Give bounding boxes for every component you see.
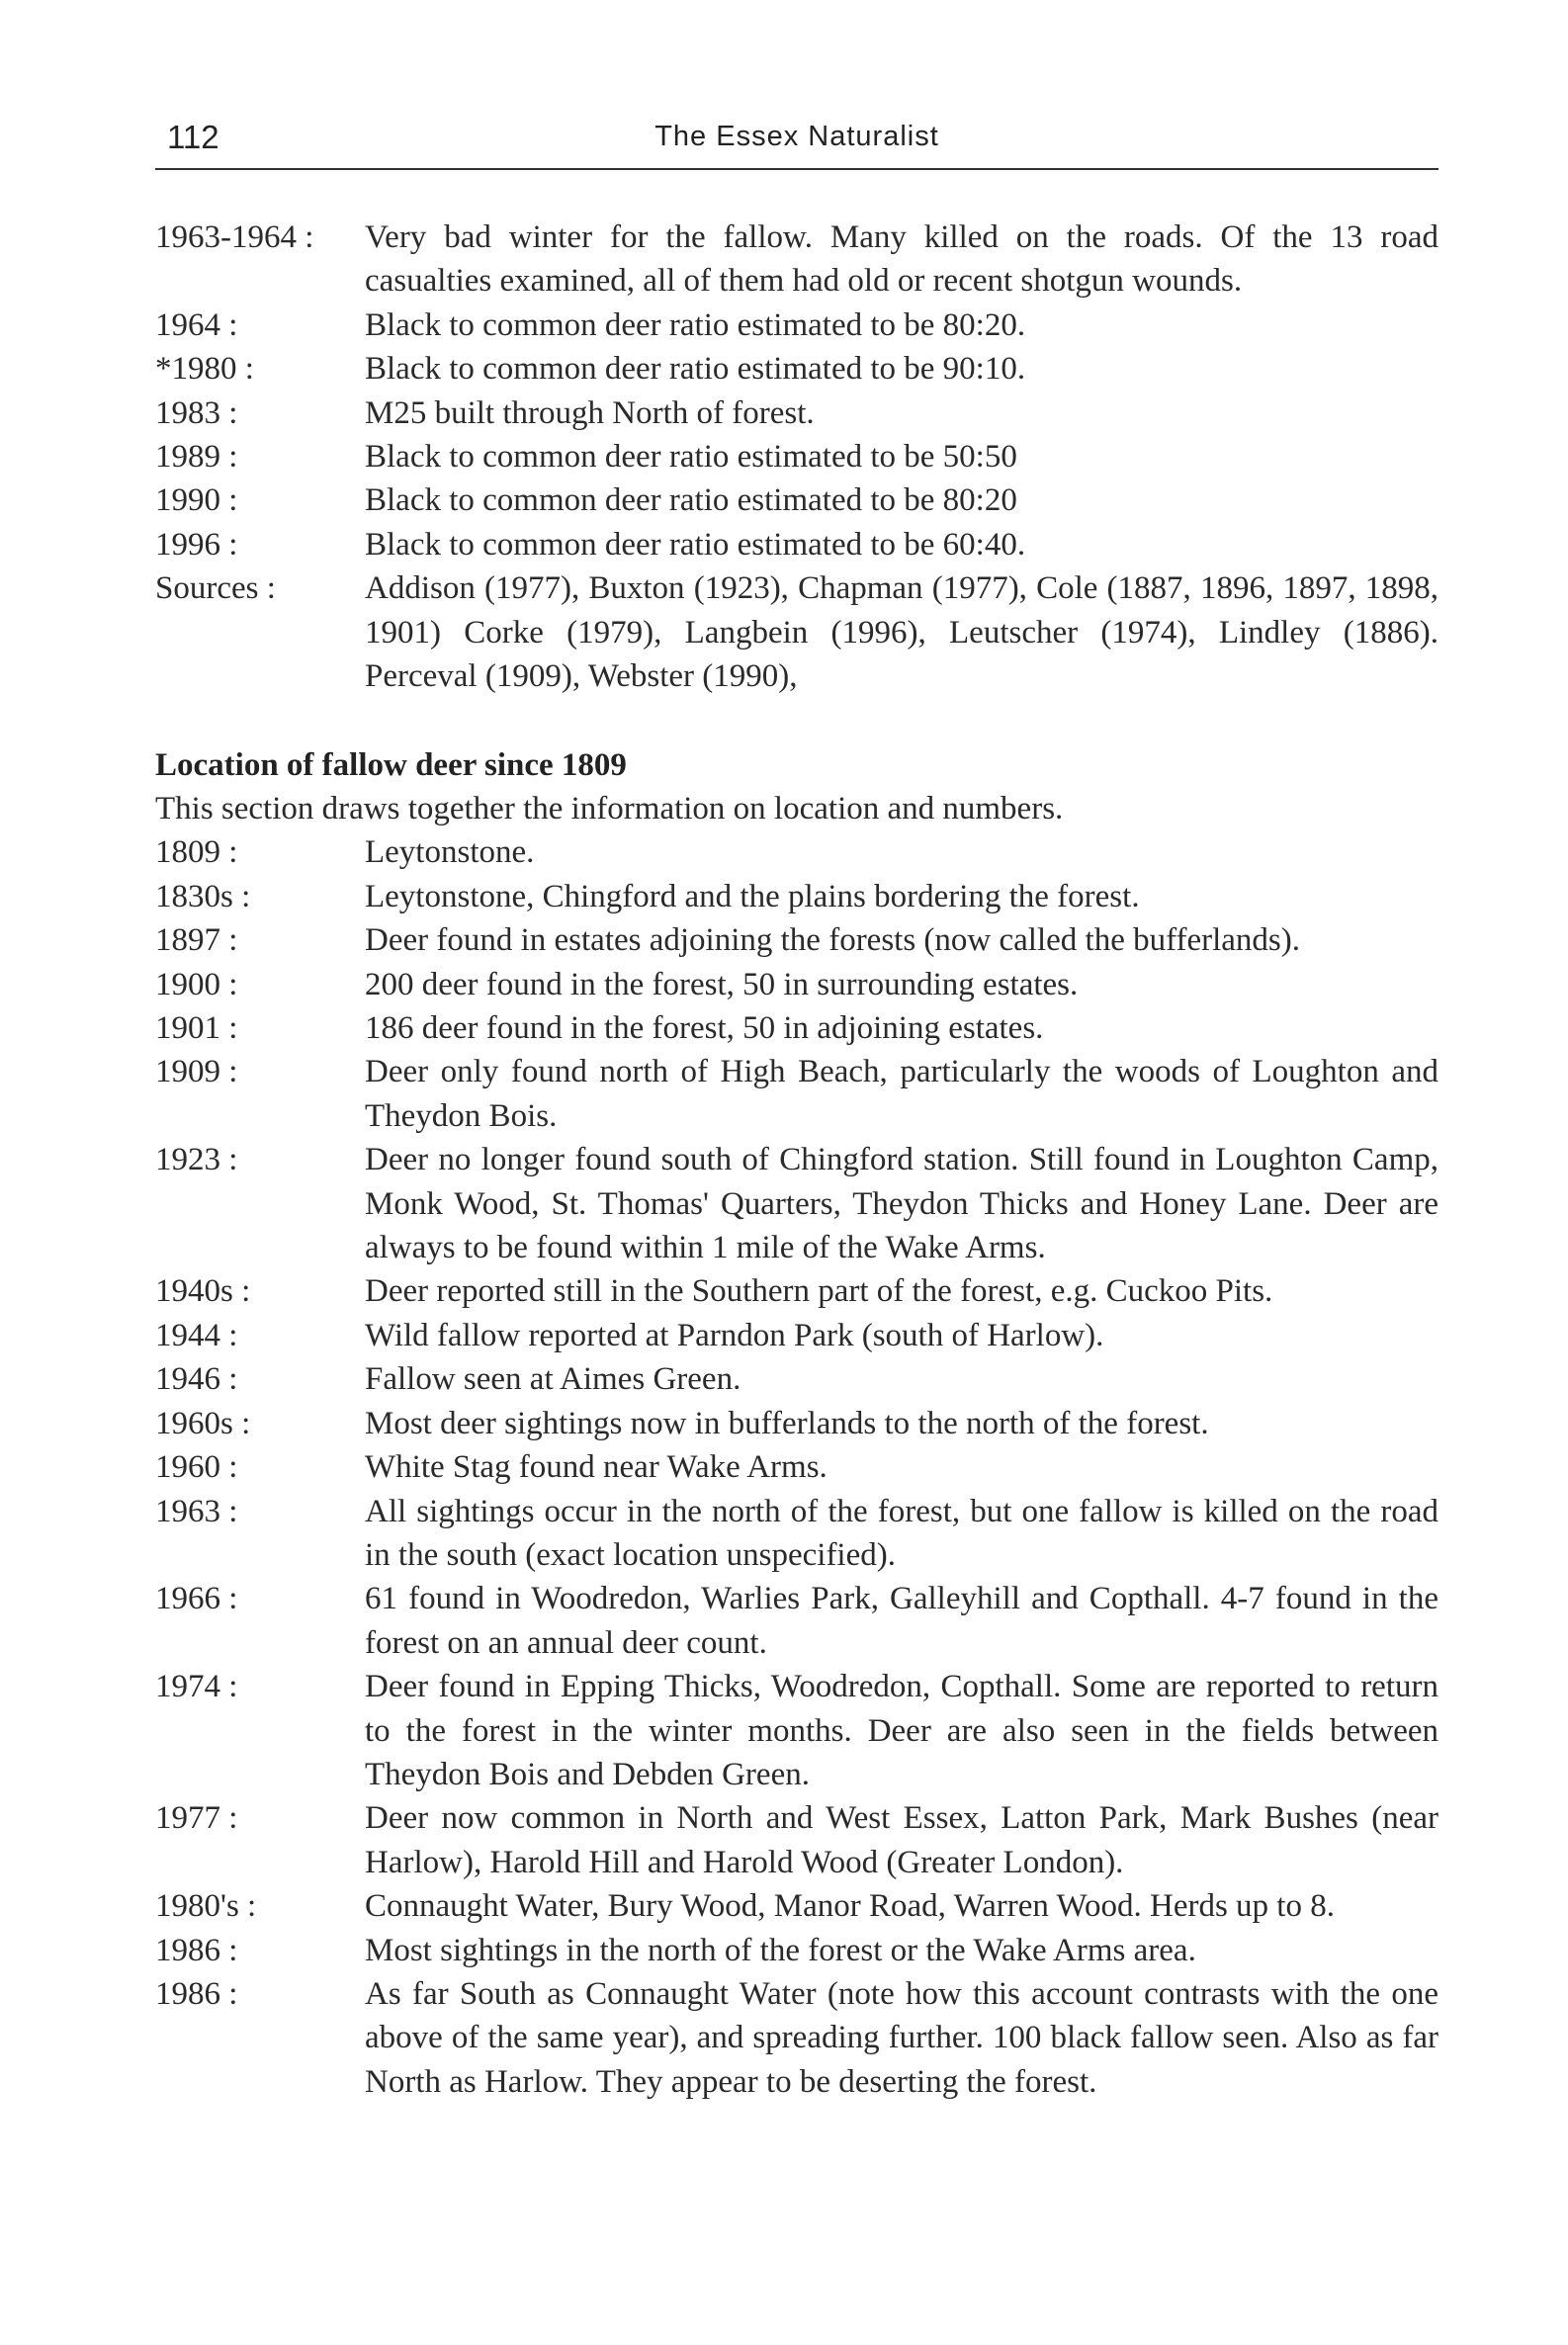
entry-date: 1960s : [155,1405,251,1441]
page-number: 112 [167,119,219,155]
location-entry [155,1269,1438,1313]
entry-text: Black to common deer ratio estimated to be 50:50 [365,439,1017,476]
section-intro: This section draws together the information on location and numbers. [155,791,1064,826]
entry-text: Deer reported still in the Southern part of the forest, e.g. Cuckoo Pits. [365,1273,1273,1310]
entry-text: Most sightings in the north of the forest or the Wake Arms area. [365,1932,1196,1968]
entry-date: 1980's : [155,1888,257,1925]
entry-date: *1980 : [155,351,254,388]
location-entry [155,1665,1438,1796]
entry-text: Black to common deer ratio estimated to be 80:20. [365,306,1026,343]
location-entry [155,918,1438,962]
entry-date: 1964 : [155,306,238,343]
chronology-list [155,216,1438,698]
entry-date: 1940s : [155,1273,251,1310]
entry-date: 1989 : [155,439,238,476]
entry-date: 1974 : [155,1669,238,1705]
entry-text: Deer now common in North and West Essex, Latton Park, Mark Bushes (near Harlow), Harold Hill and Harold Wood (Greater London). [365,1800,1438,1880]
entry-date: 1986 : [155,1932,238,1968]
entry-text: Black to common deer ratio estimated to be 80:20 [365,482,1017,519]
entry-text: Black to common deer ratio estimated to be 60:40. [365,526,1026,563]
location-entry [155,875,1438,918]
entry-text: 61 found in Woodredon, Warlies Park, Galleyhill and Copthall. 4-7 found in the forest on an annual deer count. [365,1581,1438,1661]
entry-date: 1960 : [155,1449,238,1486]
entry-date: 1830s : [155,878,251,914]
entry-text: Deer only found north of High Beach, particularly the woods of Loughton and Theydon Bois. [365,1054,1438,1134]
sources-entry [155,566,1438,698]
chronology-entry [155,435,1438,478]
entry-date: 1809 : [155,834,238,871]
entry-text: Wild fallow reported at Parndon Park (south of Harlow). [365,1317,1104,1353]
location-entry [155,1972,1438,2104]
journal-title: The Essex Naturalist [654,121,939,152]
location-entry [155,1357,1438,1401]
sources-label: Sources : [155,570,276,607]
entry-text: As far South as Connaught Water (note how this account contrasts with the one above of the same year), and spreading further. 100 black fallow seen. Also as far North as Harlow. They appear to be deserting the forest. [365,1975,1438,2100]
entry-text: All sightings occur in the north of the forest, but one fallow is killed on the road in the south (exact location unspecified). [365,1493,1438,1573]
sources-text: Addison (1977), Buxton (1923), Chapman (1977), Cole (1887, 1896, 1897, 1898, 1901) Corke (1979), Langbein (1996), Leutscher (1974), Lindley (1886). Perceval (1909), Webster (1990), [365,570,1438,695]
entry-date: 1990 : [155,482,238,519]
entry-text: Fallow seen at Aimes Green. [365,1361,741,1398]
entry-text: M25 built through North of forest. [365,394,815,431]
entry-date: 1900 : [155,966,238,1002]
entry-text: Deer found in estates adjoining the forests (now called the bufferlands). [365,922,1301,959]
location-section [155,743,1438,2104]
entry-text: Leytonstone. [365,834,535,871]
location-entry [155,1577,1438,1665]
entry-date: 1983 : [155,394,238,431]
entry-date: 1963 : [155,1493,238,1529]
location-entry [155,1050,1438,1138]
location-entry [155,1006,1438,1050]
entry-text: White Stag found near Wake Arms. [365,1449,828,1486]
location-entry [155,1402,1438,1445]
entry-date: 1977 : [155,1800,238,1837]
chronology-entry [155,478,1438,522]
entry-text: Leytonstone, Chingford and the plains bordering the forest. [365,878,1140,914]
chronology-entry [155,523,1438,566]
entry-text: 186 deer found in the forest, 50 in adjoining estates. [365,1010,1044,1047]
section-heading: Location of fallow deer since 1809 [155,747,627,783]
chronology-entry [155,347,1438,391]
entry-date: 1909 : [155,1054,238,1090]
location-entry [155,1796,1438,1884]
location-entry [155,830,1438,874]
entry-text: Very bad winter for the fallow. Many killed on the roads. Of the 13 road casualties examined, all of them had old or recent shotgun wounds. [365,219,1438,300]
entry-text: Deer found in Epping Thicks, Woodredon, Copthall. Some are reported to return to the forest in the winter months. Deer are also seen in the fields between Theydon Bois and Debden Green. [365,1669,1438,1792]
location-entry [155,1490,1438,1578]
entry-text: Deer no longer found south of Chingford station. Still found in Loughton Camp, Monk Wood, St. Thomas' Quarters, Theydon Thicks and Honey Lane. Deer are always to be found within 1 mile of the Wake Arms. [365,1142,1438,1266]
entry-date: 1923 : [155,1142,238,1178]
entry-date: 1996 : [155,526,238,563]
chronology-entry [155,216,1438,304]
location-entry [155,1445,1438,1489]
entry-text: Connaught Water, Bury Wood, Manor Road, Warren Wood. Herds up to 8. [365,1888,1335,1925]
entry-date: 1946 : [155,1361,238,1398]
entry-date: 1963-1964 : [155,219,314,255]
chronology-entry [155,304,1438,347]
location-entry [155,1929,1438,1972]
entry-text: 200 deer found in the forest, 50 in surrounding estates. [365,966,1079,1002]
entry-date: 1901 : [155,1010,238,1047]
entry-date: 1986 : [155,1975,238,2012]
entry-text: Most deer sightings now in bufferlands to the north of the forest. [365,1405,1209,1441]
location-entry [155,1314,1438,1357]
location-entry [155,963,1438,1006]
location-entry [155,1884,1438,1928]
entry-text: Black to common deer ratio estimated to be 90:10. [365,351,1026,388]
location-entry [155,1138,1438,1269]
entry-date: 1897 : [155,922,238,959]
entry-date: 1944 : [155,1317,238,1353]
running-header [155,117,1438,170]
location-list [155,830,1438,2104]
chronology-entry [155,391,1438,435]
entry-date: 1966 : [155,1581,238,1617]
